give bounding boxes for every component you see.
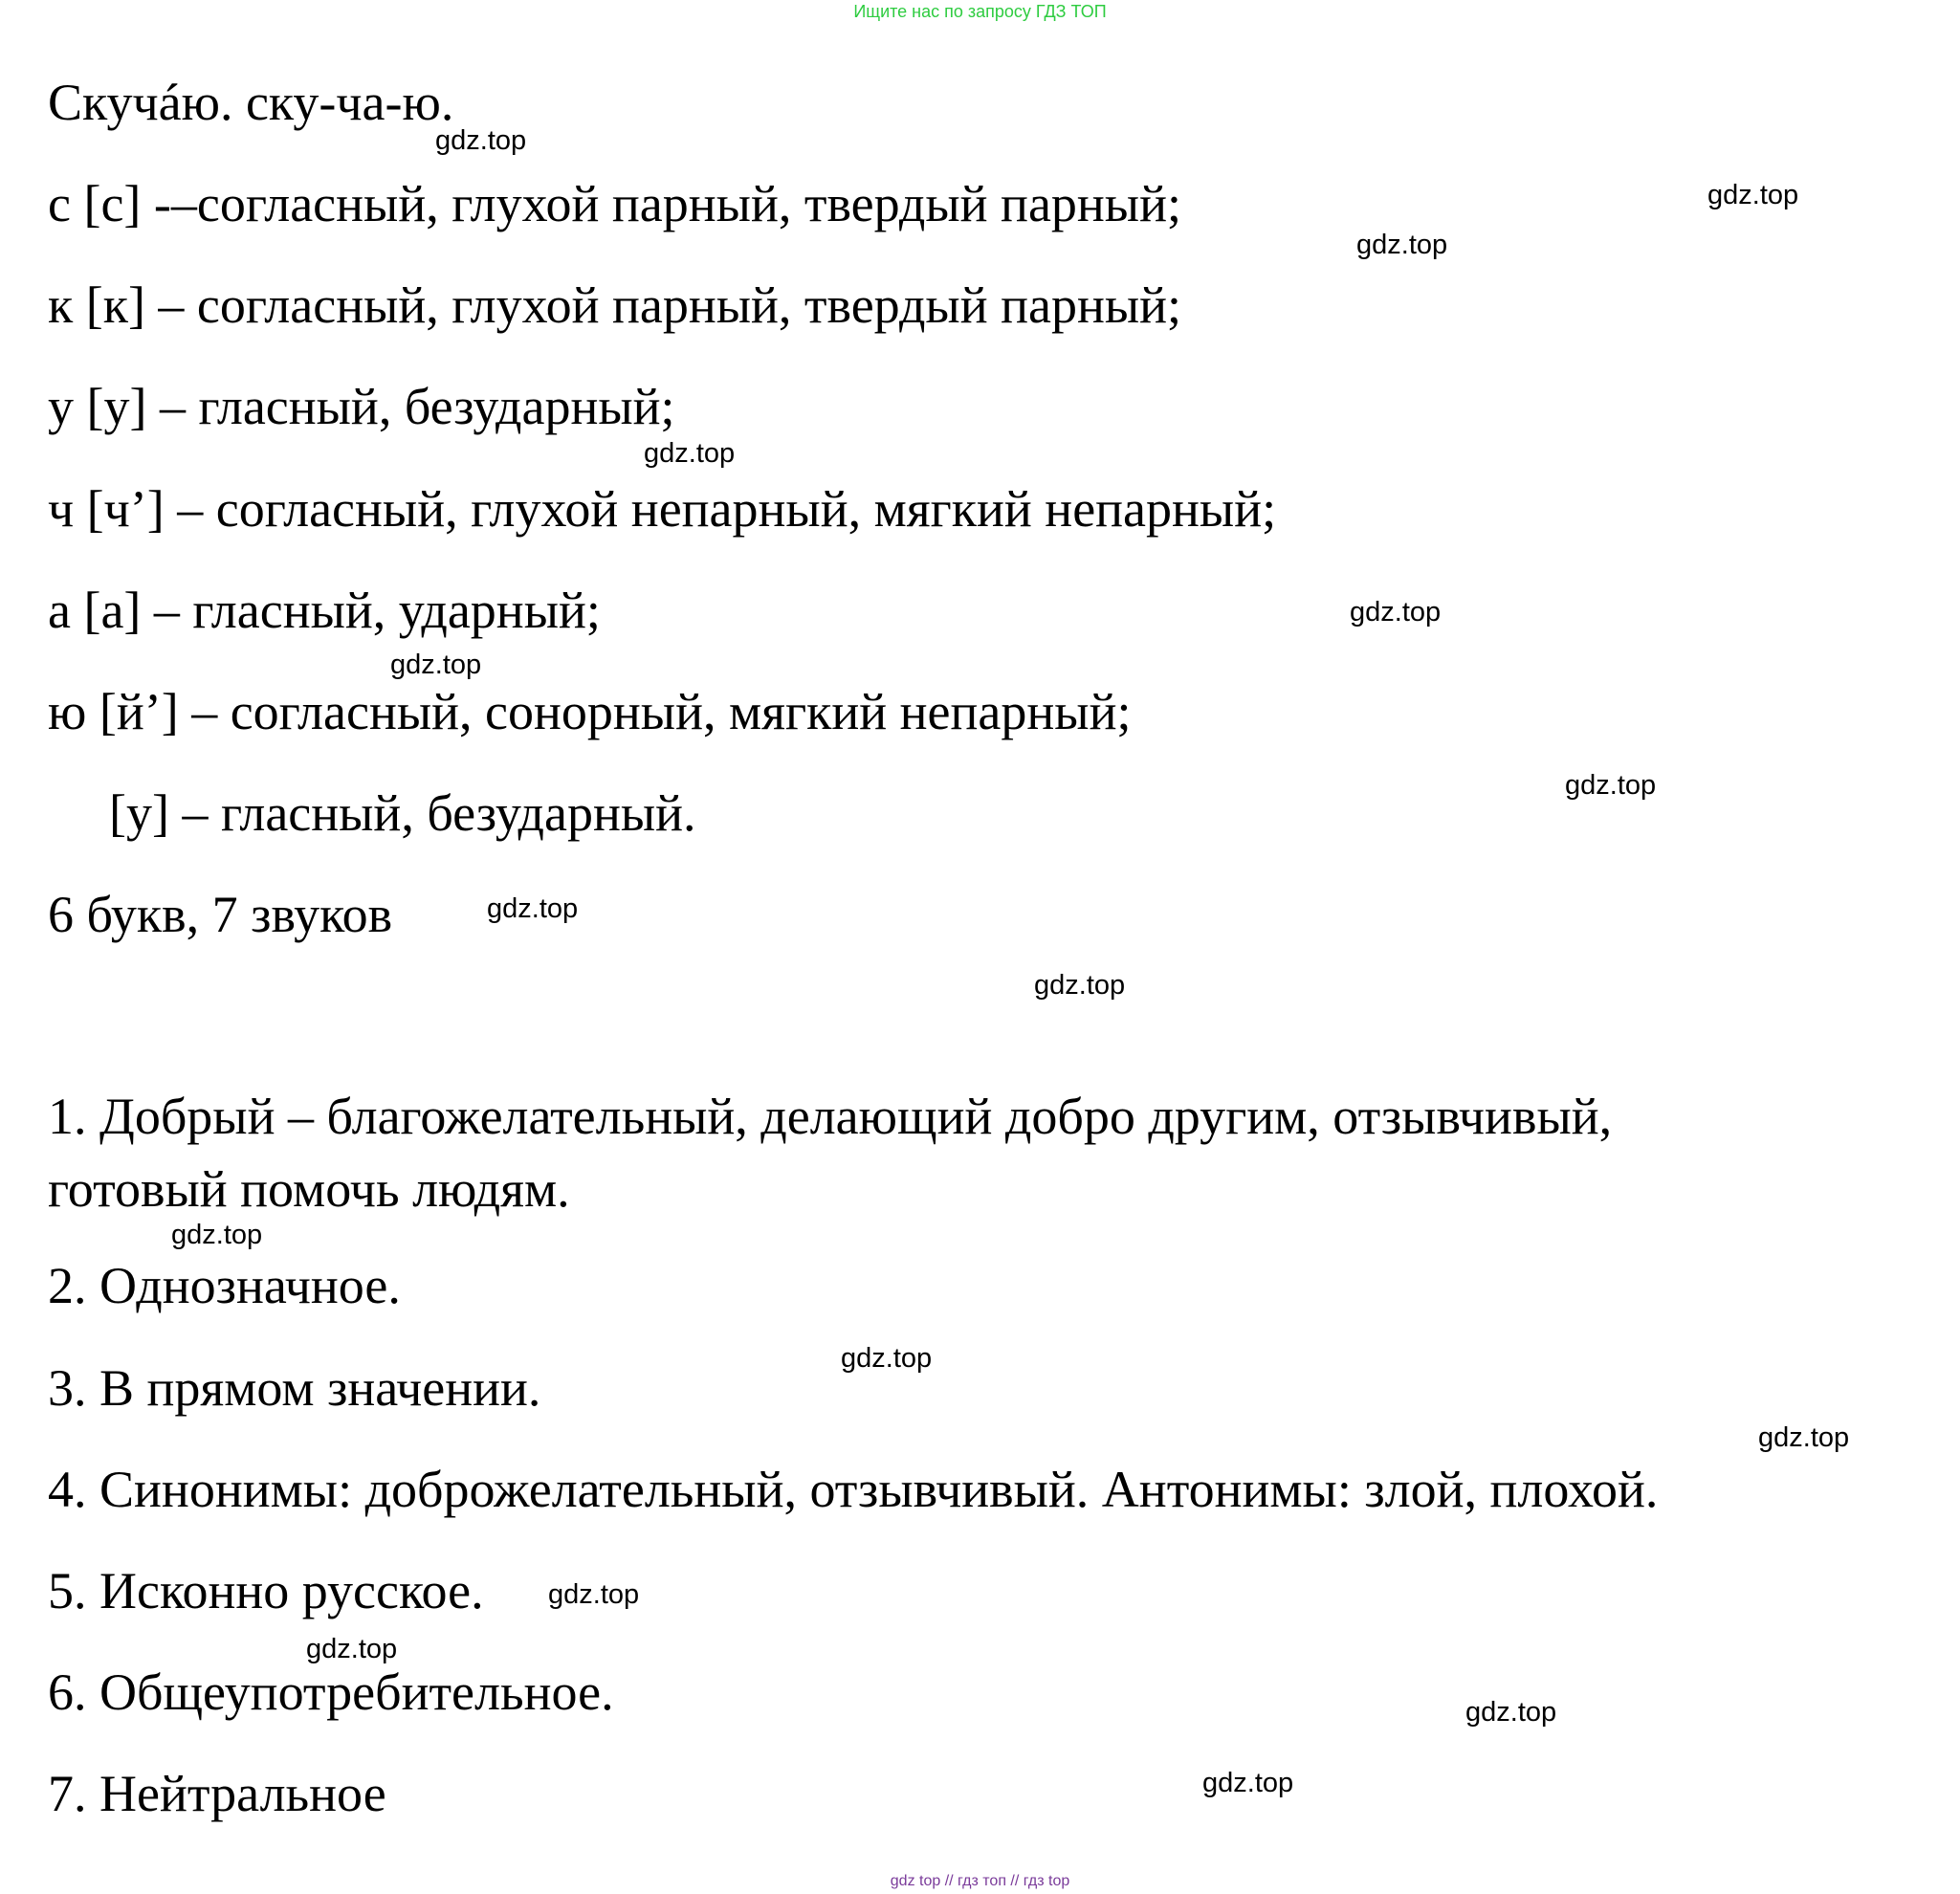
footer-links[interactable]: gdz top // гдз топ // гдз top — [890, 1873, 1070, 1889]
watermark: gdz.top — [1758, 1422, 1850, 1453]
watermark: gdz.top — [171, 1220, 263, 1250]
lexical-item-4: 4. Синонимы: доброжелательный, отзывчивый. Антонимы: злой, плохой. — [48, 1461, 1659, 1518]
word-syllables: Скучáю. ску-ча-ю. — [48, 74, 454, 131]
lexical-item-1: 1. Добрый – благожелательный, делающий добро другим, отзывчивый, — [48, 1088, 1613, 1145]
watermark: gdz.top — [487, 893, 579, 924]
search-banner[interactable]: Ищите нас по запросу ГДЗ ТОП — [853, 2, 1107, 21]
phonetic-line-k: к [к] – согласный, глухой парный, твердый парный; — [48, 276, 1182, 334]
phonetic-line-yu: ю [й’] – согласный, сонорный, мягкий непарный; — [48, 683, 1132, 740]
watermark: gdz.top — [1350, 597, 1442, 628]
watermark: gdz.top — [841, 1343, 933, 1374]
phonetic-summary: 6 букв, 7 звуков — [48, 886, 393, 943]
watermark: gdz.top — [548, 1579, 640, 1610]
watermark: gdz.top — [1707, 180, 1799, 210]
lexical-item-2: 2. Однозначное. — [48, 1257, 401, 1314]
watermark: gdz.top — [1034, 970, 1126, 1001]
watermark: gdz.top — [1565, 770, 1657, 801]
watermark: gdz.top — [1202, 1768, 1294, 1798]
phonetic-line-u: у [у] – гласный, безударный; — [48, 378, 675, 435]
phonetic-line-ch: ч [ч’] – согласный, глухой непарный, мягкий непарный; — [48, 480, 1277, 538]
watermark: gdz.top — [306, 1634, 398, 1664]
watermark: gdz.top — [1465, 1697, 1557, 1728]
phonetic-line-yu-vowel: [у] – гласный, безударный. — [109, 784, 696, 842]
watermark: gdz.top — [435, 125, 527, 156]
watermark: gdz.top — [390, 650, 482, 680]
lexical-item-1-cont: готовый помочь людям. — [48, 1160, 570, 1218]
lexical-item-7: 7. Нейтральное — [48, 1765, 386, 1822]
lexical-item-3: 3. В прямом значении. — [48, 1359, 541, 1417]
lexical-item-6: 6. Общеупотребительное. — [48, 1663, 614, 1721]
phonetic-line-a: а [а] – гласный, ударный; — [48, 582, 601, 639]
lexical-item-5: 5. Исконно русское. — [48, 1562, 484, 1619]
watermark: gdz.top — [1356, 230, 1448, 260]
watermark: gdz.top — [644, 438, 736, 469]
phonetic-line-s: с [с] -–согласный, глухой парный, твердый парный; — [48, 175, 1181, 232]
